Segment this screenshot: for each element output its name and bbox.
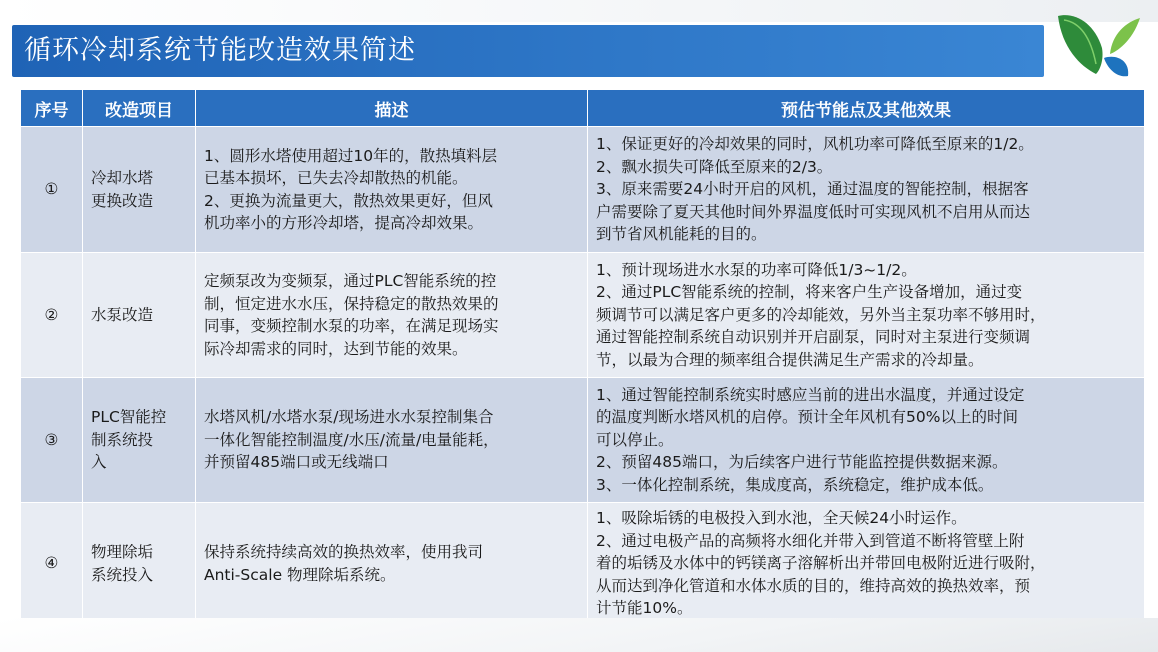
table-row (21, 253, 1145, 378)
desc-cell (196, 127, 588, 253)
desc-line: 定频泵改为变频泵，通过PLC智能系统的控 (204, 272, 497, 290)
effect-cell (588, 253, 1145, 378)
desc-line: 同事，变频控制水泵的功率，在满足现场实 (204, 317, 499, 335)
top-band (0, 0, 1158, 22)
desc-cell (196, 253, 588, 378)
item-cell (83, 503, 196, 625)
effect-line: 1、预计现场进水水泵的功率可降低1/3~1/2。 (596, 260, 917, 279)
effect-line: 3、一体化控制系统，集成度高，系统稳定，维护成本低。 (596, 475, 994, 494)
effect-line: 1、保证更好的冷却效果的同时，风机功率可降低至原来的1/2。 (596, 135, 1034, 154)
effect-line: 着的垢锈及水体中的钙镁离子溶解析出并带回电极附近进行吸附， (596, 554, 1046, 573)
desc-line: 一体化智能控制温度/水压/流量/电量能耗， (204, 430, 499, 449)
header-item: 改造项目 (83, 90, 196, 127)
item-line: 水泵改造 (91, 305, 154, 324)
desc-line: Anti-Scale 物理除垢系统。 (204, 565, 396, 584)
desc-line: 保持系统持续高效的换热效率，使用我司 (204, 543, 484, 561)
effect-cell (588, 127, 1145, 253)
effect-line: 可以停止。 (596, 430, 674, 449)
desc-cell (196, 503, 588, 625)
row-number: ④ (21, 503, 83, 625)
effect-cell (588, 378, 1145, 503)
effect-line: 通过智能控制系统自动识别并开启副泵，同时对主泵进行变频调 (596, 328, 1031, 347)
item-line: 更换改造 (91, 191, 154, 210)
item-cell (83, 253, 196, 378)
effect-line: 频调节可以满足客户更多的冷却能效，另外当主泵功率不够用时， (596, 305, 1046, 324)
effect-line: 户需要除了夏天其他时间外界温度低时可实现风机不启用从而达 (596, 202, 1031, 221)
effect-line: 的温度判断水塔风机的启停。预计全年风机有50%以上的时间 (596, 408, 1018, 427)
table-row (21, 378, 1145, 503)
effect-line: 计节能10%。 (596, 599, 693, 618)
item-line: 入 (91, 453, 107, 472)
effect-line: 3、原来需要24小时开启的风机，通过温度的智能控制，根据客 (596, 180, 1029, 199)
row-number: ③ (21, 378, 83, 503)
page-title: 循环冷却系统节能改造效果简述 (24, 35, 416, 66)
effect-line: 从而达到净化管道和水体水质的目的，维持高效的换热效率，预 (596, 576, 1031, 595)
item-line: 制系统投 (91, 430, 154, 449)
effect-line: 2、通过PLC智能系统的控制，将来客户生产设备增加，通过变 (596, 283, 1023, 302)
table-row (21, 127, 1145, 253)
desc-line: 2、更换为流量更大，散热效果更好，但风 (204, 191, 493, 210)
header-no: 序号 (21, 90, 83, 127)
table-header-row (21, 90, 1145, 127)
title-bar (12, 25, 1044, 77)
row-number: ① (21, 127, 83, 253)
effect-line: 到节省风机能耗的目的。 (596, 225, 767, 244)
bottom-decoration (0, 618, 1158, 652)
effect-line: 1、吸除垢锈的电极投入到水池，全天候24小时运作。 (596, 509, 967, 528)
header-desc: 描述 (196, 90, 588, 127)
desc-line: 已基本损坏，已失去冷却散热的机能。 (204, 169, 468, 187)
desc-line: 并预留485端口或无线端口 (204, 453, 389, 472)
item-cell (83, 127, 196, 253)
item-line: 物理除垢 (91, 543, 154, 561)
effect-line: 2、飘水损失可降低至原来的2/3。 (596, 157, 833, 176)
effect-cell (588, 503, 1145, 625)
retrofit-table (20, 89, 1145, 625)
item-line: PLC智能控 (91, 408, 167, 427)
item-line: 系统投入 (91, 565, 154, 584)
item-line: 冷却水塔 (91, 169, 154, 187)
desc-cell (196, 378, 588, 503)
header-effect: 预估节能点及其他效果 (588, 90, 1145, 127)
effect-line: 节，以最为合理的频率组合提供满足生产需求的冷却量。 (596, 350, 984, 369)
desc-line: 制，恒定进水水压，保持稳定的散热效果的 (204, 294, 499, 313)
row-number: ② (21, 253, 83, 378)
table-row (21, 503, 1145, 625)
desc-line: 际冷却需求的同时，达到节能的效果。 (204, 339, 468, 358)
effect-line: 2、预留485端口，为后续客户进行节能监控提供数据来源。 (596, 453, 1008, 472)
desc-line: 水塔风机/水塔水泵/现场进水水泵控制集合 (204, 408, 494, 427)
effect-line: 2、通过电极产品的高频将水细化并带入到管道不断将管壁上附 (596, 531, 1025, 550)
leaf-logo-icon (1044, 8, 1144, 80)
effect-line: 1、通过智能控制系统实时感应当前的进出水温度，并通过设定 (596, 385, 1025, 404)
desc-line: 机功率小的方形冷却塔，提高冷却效果。 (204, 214, 484, 232)
desc-line: 1、圆形水塔使用超过10年的，散热填料层 (204, 146, 498, 165)
item-cell (83, 378, 196, 503)
